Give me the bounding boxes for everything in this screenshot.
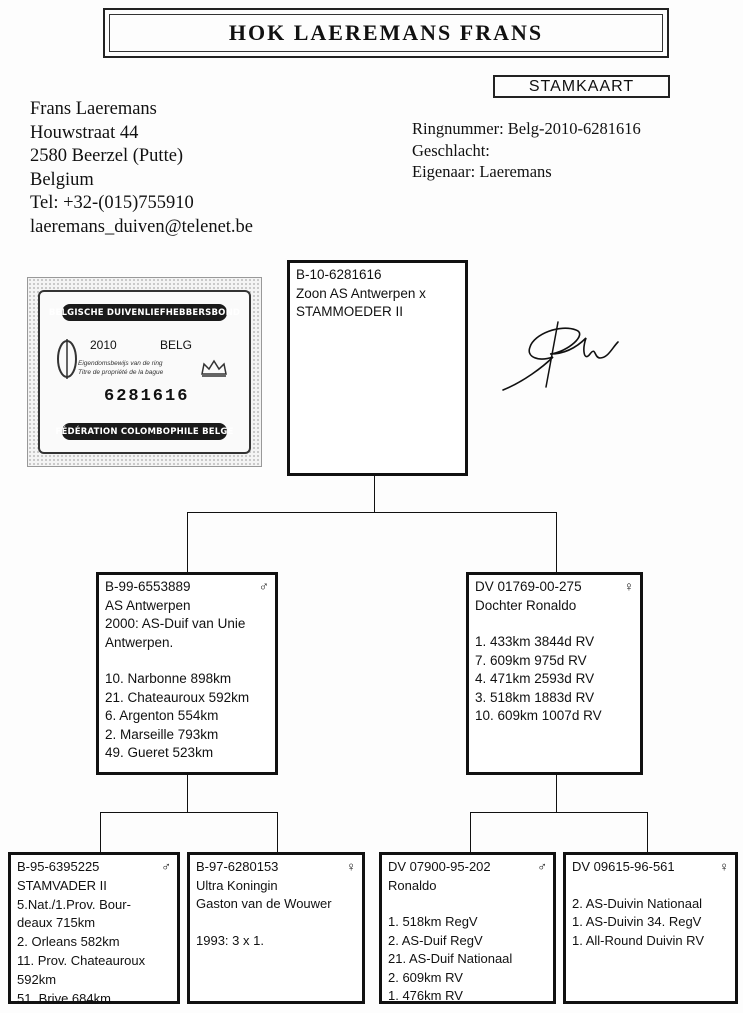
- result-line: 4. 471km 2593d RV: [475, 671, 595, 686]
- owner-field: Eigenaar: Laeremans: [412, 162, 552, 181]
- result-line: 21. Chateauroux 592km: [105, 689, 250, 705]
- result-line: 1. All-Round Duivin RV: [572, 932, 704, 948]
- info-line: Zoon AS Antwerpen x: [296, 285, 426, 301]
- crown-icon: [200, 358, 228, 378]
- result-line: 1993: 3 x 1.: [196, 932, 264, 948]
- signature: [498, 312, 638, 397]
- owner-city: 2580 Beerzel (Putte): [30, 146, 184, 166]
- info-line: Ronaldo: [388, 877, 437, 893]
- certificate-text-fr: Titre de propriété de la bague: [78, 369, 164, 376]
- result-line: 21. AS-Duif Nationaal: [388, 951, 513, 966]
- connector-line: [556, 512, 557, 572]
- pedigree-box-mother: [466, 572, 643, 775]
- female-symbol-icon: ♀: [623, 579, 634, 594]
- pedigree-box-grandmother-paternal: [187, 852, 365, 1004]
- connector-line: [100, 812, 101, 854]
- ring-number: B-95-6395225: [17, 859, 100, 874]
- certificate-bottom-banner: FÉDÉRATION COLOMBOPHILE BELGE: [62, 423, 227, 440]
- certificate-year: 2010: [90, 338, 117, 352]
- pedigree-box-subject: [287, 260, 468, 476]
- result-line: 1. 433km 3844d RV: [475, 634, 595, 649]
- ring-number: B-10-6281616: [296, 267, 382, 282]
- owner-street: Houwstraat 44: [30, 122, 139, 143]
- connector-line: [470, 812, 471, 854]
- ring-certificate-card: [27, 277, 262, 467]
- ring-number: Ringnummer: Belg-2010-6281616: [412, 119, 641, 138]
- pedigree-box-father: [96, 572, 278, 775]
- info-line: Gaston van de Wouwer: [196, 896, 332, 911]
- result-line: 1. 476km RV: [388, 988, 463, 1003]
- connector-line: [470, 812, 647, 813]
- male-symbol-icon: ♂: [258, 579, 269, 594]
- info-line: 592km: [17, 971, 57, 987]
- male-symbol-icon: ♂: [537, 859, 547, 874]
- ring-info: [412, 118, 641, 183]
- pedigree-box-grandfather-paternal: [8, 852, 180, 1004]
- connector-line: [187, 512, 556, 513]
- owner-phone: Tel: +32-(015)755910: [30, 193, 194, 213]
- result-line: 2. Marseille 793km: [105, 726, 219, 742]
- header-frame: [103, 8, 669, 58]
- connector-line: [277, 812, 278, 854]
- info-line: AS Antwerpen: [105, 597, 191, 613]
- connector-line: [374, 475, 375, 512]
- result-line: 2. AS-Duivin Nationaal: [572, 895, 703, 911]
- info-line: STAMMOEDER II: [296, 304, 404, 319]
- ring-number: B-99-6553889: [105, 579, 191, 594]
- connector-line: [647, 812, 648, 854]
- result-line: 6. Argenton 554km: [105, 708, 219, 723]
- result-line: 10. Narbonne 898km: [105, 671, 232, 686]
- owner-country: Belgium: [30, 169, 94, 190]
- connector-line: [100, 812, 277, 813]
- ring-number: DV 07900-95-202: [388, 859, 491, 874]
- result-line: 7. 609km 975d RV: [475, 652, 587, 668]
- male-symbol-icon: ♂: [161, 859, 171, 874]
- result-line: 10. 609km 1007d RV: [475, 708, 602, 723]
- result-line: 1. AS-Duivin 34. RegV: [572, 914, 702, 929]
- female-symbol-icon: ♀: [719, 859, 729, 874]
- certificate-frame: [38, 290, 251, 454]
- result-line: 3. 518km 1883d RV: [475, 689, 595, 705]
- result-line: 2. AS-Duif RegV: [388, 932, 483, 948]
- info-line: deaux 715km: [17, 915, 96, 931]
- document-type-label: STAMKAART: [493, 75, 670, 98]
- certificate-text-nl: Eigendomsbewijs van de ring: [78, 360, 163, 367]
- owner-name: Frans Laeremans: [30, 99, 157, 119]
- certificate-ring-number: 6281616: [104, 387, 190, 406]
- female-symbol-icon: ♀: [346, 859, 356, 874]
- ring-number: DV 09615-96-561: [572, 859, 675, 874]
- certificate-country: BELG: [160, 338, 193, 352]
- pedigree-box-grandfather-maternal: [379, 852, 556, 1004]
- result-line: 1. 518km RegV: [388, 914, 478, 929]
- sex-field: Geschlacht:: [412, 140, 490, 160]
- ring-icon: [54, 334, 80, 384]
- result-line: 2. 609km RV: [388, 969, 463, 985]
- owner-address: [30, 98, 253, 239]
- info-line: 5.Nat./1.Prov. Bour-: [17, 896, 131, 912]
- info-line: STAMVADER II: [17, 877, 107, 893]
- certificate-top-banner: BELGISCHE DUIVENLIEFHEBBERSBOND: [62, 304, 227, 321]
- info-line: Ultra Koningin: [196, 877, 278, 893]
- connector-line: [187, 775, 188, 812]
- info-line: Antwerpen.: [105, 634, 174, 650]
- pedigree-box-grandmother-maternal: [563, 852, 738, 1004]
- info-line: 51. Brive 684km: [17, 990, 111, 1006]
- ring-number: B-97-6280153: [196, 859, 279, 874]
- ring-number: DV 01769-00-275: [475, 579, 582, 594]
- result-line: 49. Gueret 523km: [105, 745, 214, 760]
- page-title: HOK LAEREMANS FRANS: [109, 14, 663, 52]
- owner-email: laeremans_duiven@telenet.be: [30, 216, 254, 237]
- connector-line: [556, 775, 557, 812]
- info-line: 2. Orleans 582km: [17, 934, 120, 950]
- info-line: 11. Prov. Chateauroux: [17, 952, 146, 968]
- info-line: 2000: AS-Duif van Unie: [105, 616, 246, 631]
- connector-line: [187, 512, 188, 572]
- info-line: Dochter Ronaldo: [475, 597, 577, 613]
